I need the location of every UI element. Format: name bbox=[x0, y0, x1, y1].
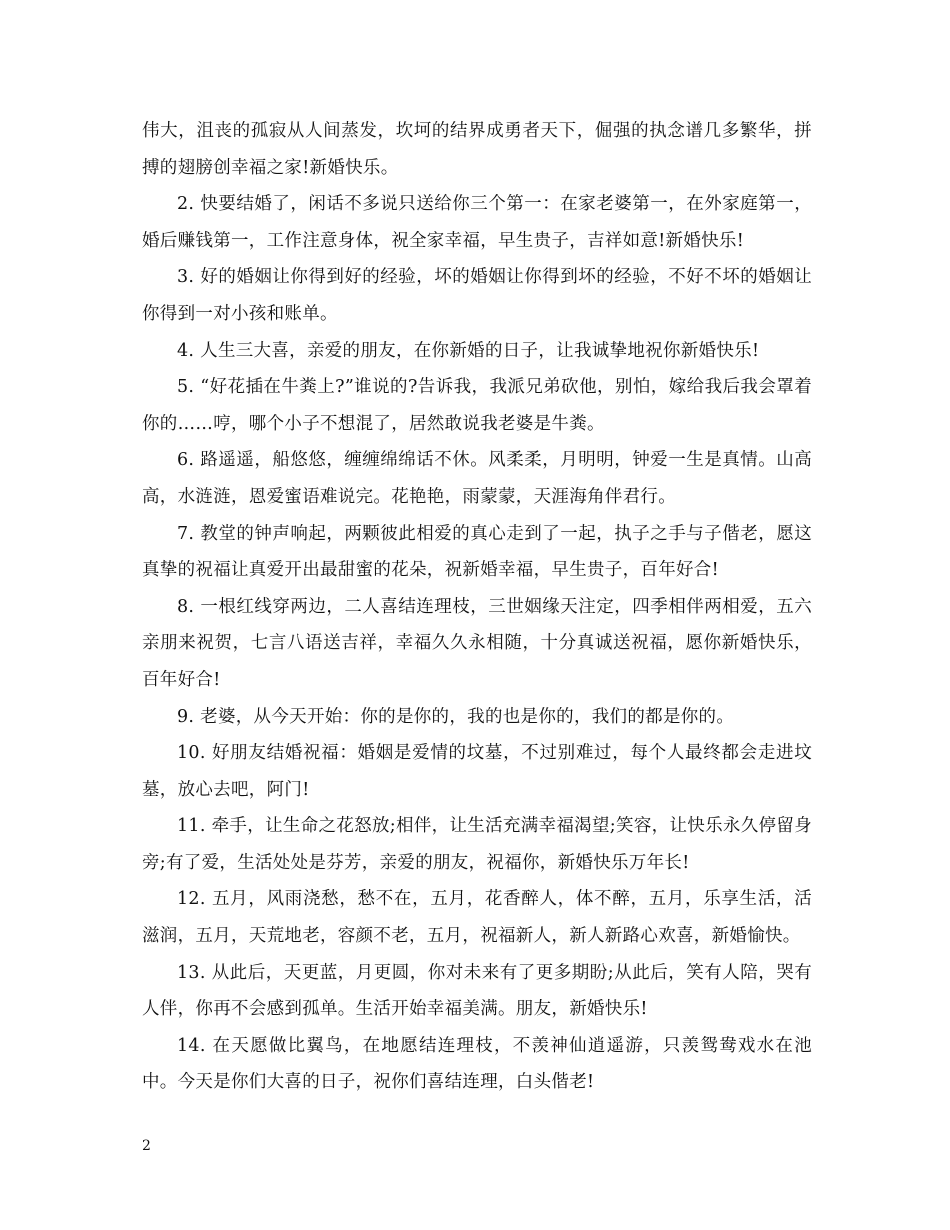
paragraph-item-7: 7. 教堂的钟声响起，两颗彼此相爱的真心走到了一起，执子之手与子偕老，愿这真挚的祝福让真爱开出最甜蜜的花朵，祝新婚幸福，早生贵子，百年好合! bbox=[142, 523, 812, 581]
paragraph-item-13: 13. 从此后，天更蓝，月更圆，你对未来有了更多期盼;从此后，笑有人陪，哭有人伴，你再不会感到孤单。生活开始幸福美满。朋友，新婚快乐! bbox=[142, 962, 812, 1020]
paragraph-item-5: 5. “好花插在牛粪上?”谁说的?告诉我，我派兄弟砍他，别怕，嫁给我后我会罩着你的……哼，哪个小子不想混了，居然敢说我老婆是牛粪。 bbox=[142, 377, 812, 434]
paragraph-item-9: 9. 老婆，从今天开始：你的是你的，我的也是你的，我们的都是你的。 bbox=[177, 706, 735, 727]
paragraph-item-3: 3. 好的婚姻让你得到好的经验，坏的婚姻让你得到坏的经验，不好不坏的婚姻让你得到一对小孩和账单。 bbox=[142, 267, 812, 324]
paragraph-item-14: 14. 在天愿做比翼鸟，在地愿结连理枝，不羡神仙逍遥游，只羡鸳鸯戏水在池中。今天是你们大喜的日子，祝你们喜结连理，白头偕老! bbox=[142, 1035, 812, 1093]
paragraph-item-10: 10. 好朋友结婚祝福：婚姻是爱情的坟墓，不过别难过，每个人最终都会走进坟墓，放心去吧，阿门! bbox=[142, 743, 812, 800]
paragraph-item-4: 4. 人生三大喜，亲爱的朋友，在你新婚的日子，让我诚挚地祝你新婚快乐! bbox=[177, 340, 760, 361]
paragraph-item-2: 2. 快要结婚了，闲话不多说只送给你三个第一：在家老婆第一，在外家庭第一，婚后赚钱第一，工作注意身体，祝全家幸福，早生贵子，吉祥如意!新婚快乐! bbox=[142, 194, 812, 251]
document-body bbox=[142, 113, 812, 1101]
paragraph-item-11: 11. 牵手，让生命之花怒放;相伴，让生活充满幸福渴望;笑容，让快乐永久停留身旁;有了爱，生活处处是芬芳，亲爱的朋友，祝福你，新婚快乐万年长! bbox=[142, 816, 812, 873]
paragraph-continuation: 伟大，沮丧的孤寂从人间蒸发，坎坷的结界成勇者天下，倔强的执念谱几多繁华，拼搏的翅膀创幸福之家!新婚快乐。 bbox=[142, 121, 812, 178]
page-number: 2 bbox=[142, 1138, 151, 1154]
paragraph-item-8: 8. 一根红线穿两边，二人喜结连理枝，三世姻缘天注定，四季相伴两相爱，五六亲朋来祝贺，七言八语送吉祥，幸福久久永相随，十分真诚送祝福，愿你新婚快乐，百年好合! bbox=[142, 596, 812, 690]
paragraph-item-12: 12. 五月，风雨浇愁，愁不在，五月，花香醉人，体不醉，五月，乐享生活，活滋润，五月，天荒地老，容颜不老，五月，祝福新人，新人新路心欢喜，新婚愉快。 bbox=[142, 889, 812, 947]
paragraph-item-6: 6. 路遥遥，船悠悠，缠缠绵绵话不休。风柔柔，月明明，钟爱一生是真情。山高高，水涟涟，恩爱蜜语难说完。花艳艳，雨蒙蒙，天涯海角伴君行。 bbox=[142, 450, 812, 507]
